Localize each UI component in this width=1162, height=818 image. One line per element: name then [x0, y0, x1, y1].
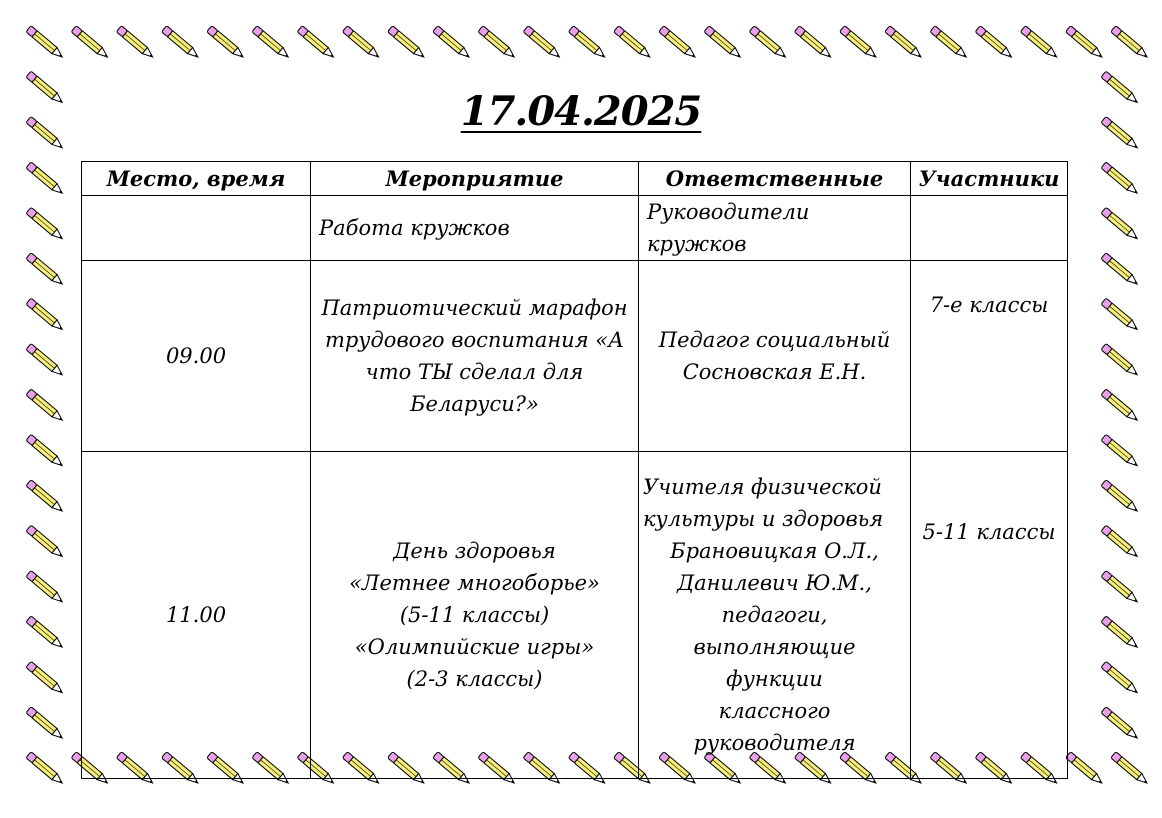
pencil-icon: [1101, 480, 1140, 514]
event-line: трудового воспитания «А: [324, 328, 625, 352]
pencil-icon: [26, 207, 65, 241]
pencil-icon: [839, 26, 878, 60]
pencil-icon: [26, 525, 65, 559]
responsible-line: Учителя физической: [643, 475, 882, 499]
pencil-icon: [1101, 434, 1140, 468]
responsible-line: руководителя: [693, 731, 856, 755]
header-row: [82, 162, 1068, 196]
cell-participants: 7-е классы: [911, 261, 1068, 452]
pencil-icon: [342, 26, 381, 60]
pencil-icon: [116, 26, 155, 60]
pencil-icon: [1101, 298, 1140, 332]
header-participants: Участники: [911, 162, 1068, 196]
pencil-icon: [26, 162, 65, 196]
pencil-icon: [523, 26, 562, 60]
cell-participants: 5-11 классы: [911, 452, 1068, 779]
cell-place-time: 11.00: [82, 452, 311, 779]
table-row: [82, 261, 1068, 452]
pencil-icon: [71, 26, 110, 60]
pencil-icon: [1065, 752, 1104, 786]
pencil-icon: [568, 26, 607, 60]
pencil-icon: [26, 389, 65, 423]
event-line: День здоровья: [393, 539, 556, 563]
pencil-icon: [161, 26, 200, 60]
event-line: что ТЫ сделал для: [365, 360, 584, 384]
responsible-line: Данилевич Ю.М.,: [677, 571, 872, 595]
cell-place-time: [82, 196, 311, 261]
pencil-icon: [1101, 207, 1140, 241]
pencil-icon: [1101, 707, 1140, 741]
pencil-icon: [613, 26, 652, 60]
responsible-line: Педагог социальный: [658, 328, 891, 352]
event-line: Работа кружков: [319, 216, 510, 240]
table-row: [82, 452, 1068, 779]
pencil-icon: [1101, 661, 1140, 695]
pencil-icon: [433, 26, 472, 60]
cell-responsible: [639, 261, 911, 452]
cell-place-time: 09.00: [82, 261, 311, 452]
header-responsible: Ответственные: [639, 162, 911, 196]
pencil-icon: [1101, 525, 1140, 559]
pencil-icon: [26, 253, 65, 287]
pencil-icon: [1101, 162, 1140, 196]
cell-responsible: [639, 452, 911, 779]
pencil-icon: [1111, 752, 1150, 786]
event-line: Беларуси?»: [410, 392, 539, 416]
pencil-icon: [1020, 26, 1059, 60]
responsible-line: культуры и здоровья: [643, 507, 884, 531]
pencil-icon: [1101, 343, 1140, 377]
pencil-icon: [26, 298, 65, 332]
pencil-icon: [26, 570, 65, 604]
pencil-icon: [749, 26, 788, 60]
pencil-icon: [794, 26, 833, 60]
pencil-icon: [1101, 253, 1140, 287]
cell-event: [311, 452, 639, 779]
page-title: 17.04.2025: [460, 88, 702, 135]
pencil-icon: [975, 26, 1014, 60]
pencil-icon: [297, 26, 336, 60]
pencil-icon: [252, 26, 291, 60]
cell-event: [311, 196, 639, 261]
pencil-icon: [1101, 389, 1140, 423]
pencil-icon: [26, 26, 65, 60]
cell-participants: [911, 196, 1068, 261]
header-place-time: Место, время: [82, 162, 311, 196]
header-event: Мероприятие: [311, 162, 639, 196]
responsible-line: классного: [718, 699, 831, 723]
schedule-table: [81, 161, 1068, 779]
pencil-icon: [26, 752, 65, 786]
pencil-icon: [26, 343, 65, 377]
pencil-icon: [26, 434, 65, 468]
pencil-icon: [207, 26, 246, 60]
table-row: [82, 196, 1068, 261]
pencil-icon: [704, 26, 743, 60]
event-line: «Олимпийские игры»: [354, 635, 595, 659]
event-line: (2-3 классы): [406, 667, 543, 691]
pencil-icon: [478, 26, 517, 60]
pencil-icon: [659, 26, 698, 60]
responsible-line: Руководители кружков: [647, 200, 810, 256]
pencil-icon: [387, 26, 426, 60]
pencil-icon: [26, 616, 65, 650]
pencil-icon: [26, 707, 65, 741]
pencil-icon: [1065, 26, 1104, 60]
pencil-icon: [1101, 570, 1140, 604]
event-line: (5-11 классы): [399, 603, 550, 627]
responsible-line: педагоги,: [721, 603, 828, 627]
pencil-icon: [26, 480, 65, 514]
pencil-icon: [1101, 616, 1140, 650]
responsible-line: Сосновская Е.Н.: [682, 360, 867, 384]
pencil-icon: [930, 26, 969, 60]
cell-event: [311, 261, 639, 452]
pencil-icon: [26, 661, 65, 695]
responsible-line: Брановицкая О.Л.,: [670, 539, 879, 563]
pencil-icon: [1111, 26, 1150, 60]
cell-responsible: [639, 196, 911, 261]
event-line: Патриотический марафон: [321, 296, 628, 320]
event-line: «Летнее многоборье»: [349, 571, 600, 595]
responsible-line: выполняющие функции: [693, 635, 856, 691]
pencil-icon: [885, 26, 924, 60]
